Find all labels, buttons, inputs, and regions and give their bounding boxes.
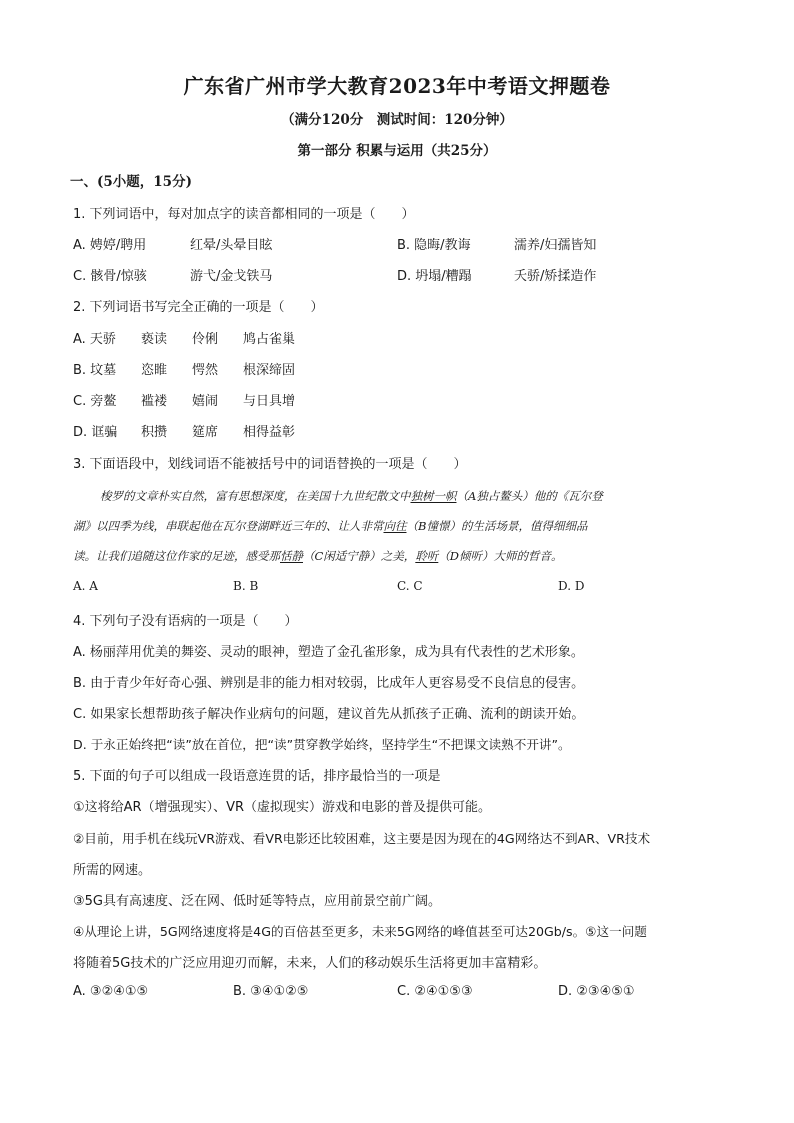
q1-stem: 1. 下列词语中，每对加点字的读音都相同的一项是（ ） <box>73 207 415 222</box>
q5-sentence-1: ①这将给AR（增强现实）、VR（虚拟现实）游戏和电影的普及提供可能。 <box>73 800 492 815</box>
q2-option-a-2: 亵读 <box>141 332 168 347</box>
q5-option-b: B. ③④①②⑤ <box>233 984 309 999</box>
underlined-term-b: 向往 <box>383 519 407 533</box>
q5-sentence-2: ②目前，用手机在线玩VR游戏、看VR电影还比较困难，这主要是因为现在的4G网络达不到AR、VR技术 <box>73 831 651 846</box>
q1-option-d-first: D. 坍塌/糟蹋 <box>397 269 472 284</box>
q2-option-a-1: A. 天骄 <box>73 332 116 347</box>
q2-option-d-1: D. 诓骗 <box>73 425 118 440</box>
q2-option-a-4: 鸠占雀巢 <box>243 332 296 347</box>
q2-option-b-1: B. 坟墓 <box>73 363 117 378</box>
q1-option-d-second: 夭骄/矫揉造作 <box>514 269 597 284</box>
q5-option-a: A. ③②④①⑤ <box>73 984 149 999</box>
page-title: 广东省广州市学大教育2023年中考语文押题卷 <box>183 74 611 98</box>
q2-stem: 2. 下列词语书写完全正确的一项是（ ） <box>73 300 324 315</box>
q3-stem: 3. 下面语段中，划线词语不能被括号中的词语替换的一项是（ ） <box>73 457 467 472</box>
section-heading: 一、(5小题，15分) <box>70 174 192 190</box>
underlined-term-c: 恬静 <box>280 549 303 563</box>
q2-option-c-2: 褴褛 <box>141 394 168 409</box>
q5-sentence-2-cont: 所需的网速。 <box>73 863 152 878</box>
q3-passage-line-3 <box>73 548 723 564</box>
q4-option-a: A. 杨丽萍用优美的舞姿、灵动的眼神，塑造了金孔雀形象，成为具有代表性的艺术形象。 <box>73 645 584 660</box>
q2-option-b-4: 根深缔固 <box>243 363 296 378</box>
q1-option-c-second: 游弋/金戈铁马 <box>190 269 273 284</box>
part-heading: 第一部分 积累与运用（共25分） <box>297 143 497 159</box>
q1-option-b-second: 濡养/妇孺皆知 <box>514 238 597 253</box>
q5-sentence-4-5: ④从理论上讲，5G网络速度将是4G的百倍甚至更多，未来5G网络的峰值甚至可达20Gb/s。⑤这一问题 <box>73 924 647 939</box>
q5-sentence-3: ③5G具有高速度、泛在网、低时延等特点，应用前景空前广阔。 <box>73 894 441 909</box>
q2-option-c-1: C. 旁鳌 <box>73 394 117 409</box>
q5-option-d: D. ②③④⑤① <box>558 984 635 999</box>
exam-info: （满分120分 测试时间：120分钟） <box>281 112 513 128</box>
q2-option-a-3: 伶俐 <box>192 332 219 347</box>
underlined-term-d: 聆听 <box>415 549 439 563</box>
q2-option-c-4: 与日具增 <box>243 394 296 409</box>
passage-text: 读。让我们追随这位作家的足迹，感受那 <box>73 549 280 563</box>
q3-option-c: C. C <box>397 579 423 593</box>
q3-passage-line-2 <box>73 518 723 534</box>
q3-option-d: D. D <box>558 579 585 593</box>
q4-stem: 4. 下列句子没有语病的一项是（ ） <box>73 614 298 629</box>
passage-text: （C闲适宁静）之美， <box>303 549 416 563</box>
q2-option-b-3: 愕然 <box>192 363 219 378</box>
passage-text: （D倾听）大师的哲音。 <box>438 549 563 563</box>
q1-option-a-first: A. 娉婷/聘用 <box>73 238 147 253</box>
q2-option-c-3: 嬉闹 <box>192 394 219 409</box>
q2-option-d-3: 筵席 <box>192 425 219 440</box>
q2-option-d-4: 相得益彰 <box>243 425 296 440</box>
q5-stem: 5. 下面的句子可以组成一段语意连贯的话，排序最恰当的一项是 <box>73 769 441 784</box>
q3-option-a: A. A <box>73 579 98 593</box>
passage-text: （B憧憬）的生活场景，值得细细品 <box>406 519 588 533</box>
q5-sentence-5-cont: 将随着5G技术的广泛应用迎刃而解，未来，人们的移动娱乐生活将更加丰富精彩。 <box>73 956 547 971</box>
passage-text: 湖》以四季为线，串联起他在瓦尔登湖畔近三年的、让人非常 <box>73 519 384 533</box>
q1-option-c-first: C. 骸骨/惊骇 <box>73 269 147 284</box>
q2-option-d-2: 积攒 <box>141 425 168 440</box>
q1-option-a-second: 红晕/头晕目眩 <box>190 238 273 253</box>
underlined-term-a: 独树一帜 <box>410 489 457 503</box>
q1-option-b-first: B. 隐晦/教诲 <box>397 238 471 253</box>
q3-option-b: B. B <box>233 579 259 593</box>
q3-passage-line-1 <box>100 488 750 504</box>
passage-text: 梭罗的文章朴实自然，富有思想深度，在美国十九世纪散文中 <box>100 489 411 503</box>
q4-option-b: B. 由于青少年好奇心强、辨别是非的能力相对较弱，比成年人更容易受不良信息的侵害。 <box>73 676 585 691</box>
q4-option-c: C. 如果家长想帮助孩子解决作业病句的问题，建议首先从抓孩子正确、流利的朗读开始。 <box>73 707 585 722</box>
q5-option-c: C. ②④①⑤③ <box>397 984 473 999</box>
q2-option-b-2: 恣睢 <box>141 363 168 378</box>
passage-text: （A独占鳌头）他的《瓦尔登 <box>456 489 603 503</box>
q4-option-d: D. 于永正始终把“读”放在首位，把“读”贯穿教学始终，坚持学生“不把课文读熟不开讲”。 <box>73 737 571 752</box>
